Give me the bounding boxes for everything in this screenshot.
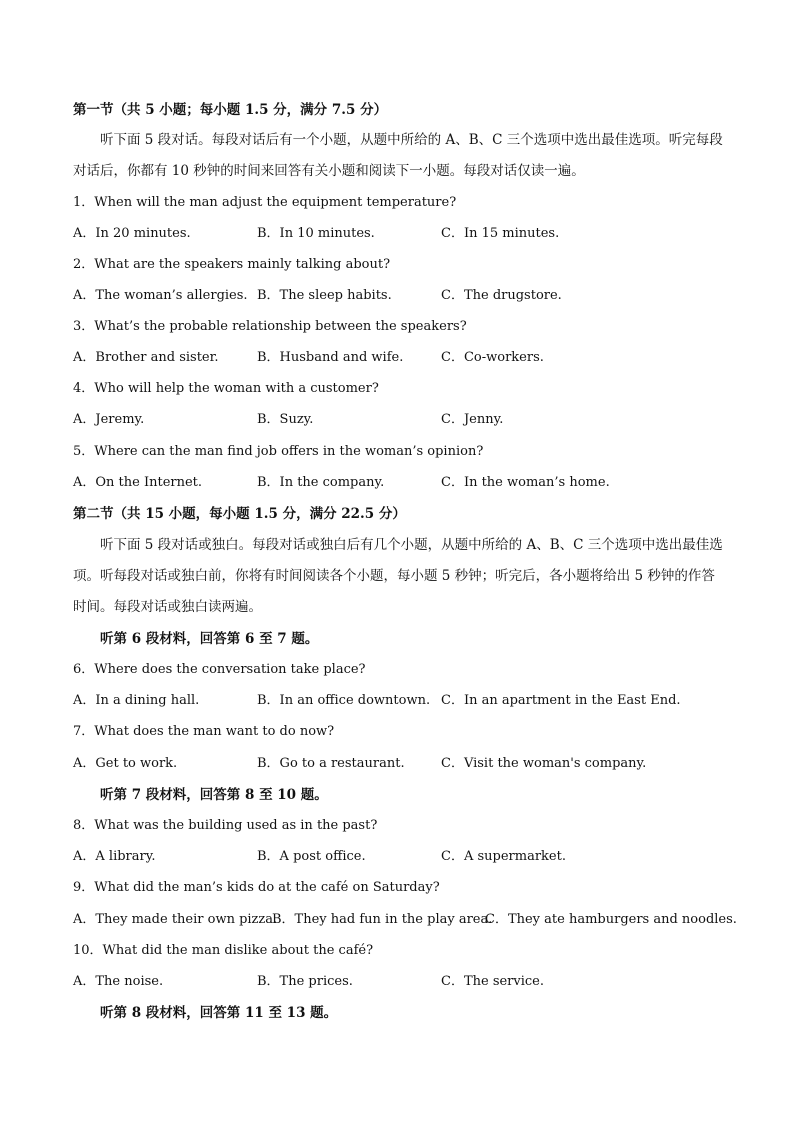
section2-heading: 第二节（共 15 小题，每小题 1.5 分，满分 22.5 分） xyxy=(73,506,406,522)
section1-heading: 第一节（共 5 小题；每小题 1.5 分，满分 7.5 分） xyxy=(73,102,388,118)
option-c[interactable]: C．Co-workers. xyxy=(441,350,544,365)
option-a[interactable]: A．On the Internet. xyxy=(73,475,203,490)
option-b[interactable]: B．In an office downtown. xyxy=(257,693,431,708)
option-c[interactable]: C．A supermarket. xyxy=(441,849,566,864)
option-b[interactable]: B．The sleep habits. xyxy=(257,288,392,303)
question-10-options xyxy=(73,973,733,991)
question-7-options xyxy=(73,755,733,773)
option-a[interactable]: A．Jeremy. xyxy=(73,412,145,427)
option-c[interactable]: C．In 15 minutes. xyxy=(441,226,560,241)
question-6-options xyxy=(73,692,733,710)
question-8-options xyxy=(73,848,733,866)
part6-label: 听第 6 段材料，回答第 6 至 7 题。 xyxy=(100,631,319,647)
section2-instructions: 听下面 5 段对话或独白。每段对话或独白后有几个小题，从题中所给的 A、B、C 三个选项中选出最佳选项。听每段对话或独白前，你将有时间阅读各个小题，每小题 5 秒钟；听完后，各小题将给出 5 秒钟的作答时间。每段对话或独白读两遍。 xyxy=(73,537,723,615)
option-b[interactable]: B．In 10 minutes. xyxy=(257,226,375,241)
option-c[interactable]: C．Jenny. xyxy=(441,412,504,427)
option-c[interactable]: C．In the woman’s home. xyxy=(441,475,610,490)
option-a[interactable]: A．The woman’s allergies. xyxy=(73,288,248,303)
part8-label: 听第 8 段材料，回答第 11 至 13 题。 xyxy=(100,1005,338,1021)
option-b[interactable]: B．The prices. xyxy=(257,974,353,989)
option-c[interactable]: C．The service. xyxy=(441,974,545,989)
option-b[interactable]: B．Husband and wife. xyxy=(257,350,404,365)
option-c[interactable]: C．The drugstore. xyxy=(441,288,562,303)
question-4: 4．Who will help the woman with a customer? xyxy=(73,381,379,396)
option-a[interactable]: A．In 20 minutes. xyxy=(73,226,191,241)
question-6: 6．Where does the conversation take place? xyxy=(73,662,366,677)
question-8: 8．What was the building used as in the past? xyxy=(73,818,378,833)
question-7: 7．What does the man want to do now? xyxy=(73,724,335,739)
question-3-options xyxy=(73,349,733,367)
option-b[interactable]: B．Suzy. xyxy=(257,412,314,427)
question-4-options xyxy=(73,411,733,429)
question-5-options xyxy=(73,474,733,492)
option-b[interactable]: B．In the company. xyxy=(257,475,385,490)
option-a[interactable]: A．They made their own pizza. xyxy=(73,912,278,927)
question-3: 3．What’s the probable relationship between the speakers? xyxy=(73,319,467,334)
option-b[interactable]: B．They had fun in the play area. xyxy=(272,912,493,927)
question-1-options xyxy=(73,225,733,243)
option-c[interactable]: C．Visit the woman's company. xyxy=(441,756,647,771)
option-a[interactable]: A．A library. xyxy=(73,849,156,864)
question-2-options xyxy=(73,287,733,305)
option-c[interactable]: C．In an apartment in the East End. xyxy=(441,693,681,708)
question-9-options xyxy=(73,911,737,929)
option-b[interactable]: B．A post office. xyxy=(257,849,366,864)
option-a[interactable]: A．Get to work. xyxy=(73,756,178,771)
part7-label: 听第 7 段材料，回答第 8 至 10 题。 xyxy=(100,787,328,803)
question-2: 2．What are the speakers mainly talking about? xyxy=(73,257,391,272)
question-10: 10．What did the man dislike about the café? xyxy=(73,943,374,958)
option-a[interactable]: A．The noise. xyxy=(73,974,164,989)
question-9: 9．What did the man’s kids do at the café on Saturday? xyxy=(73,880,440,895)
option-a[interactable]: A．Brother and sister. xyxy=(73,350,219,365)
option-b[interactable]: B．Go to a restaurant. xyxy=(257,756,405,771)
question-5: 5．Where can the man find job offers in the woman’s opinion? xyxy=(73,444,484,459)
section1-instructions: 听下面 5 段对话。每段对话后有一个小题，从题中所给的 A、B、C 三个选项中选出最佳选项。听完每段对话后，你都有 10 秒钟的时间来回答有关小题和阅读下一小题。每段对话仅读一遍。 xyxy=(73,132,723,179)
option-a[interactable]: A．In a dining hall. xyxy=(73,693,200,708)
question-1: 1．When will the man adjust the equipment temperature? xyxy=(73,195,457,210)
option-c[interactable]: C．They ate hamburgers and noodles. xyxy=(485,912,737,927)
